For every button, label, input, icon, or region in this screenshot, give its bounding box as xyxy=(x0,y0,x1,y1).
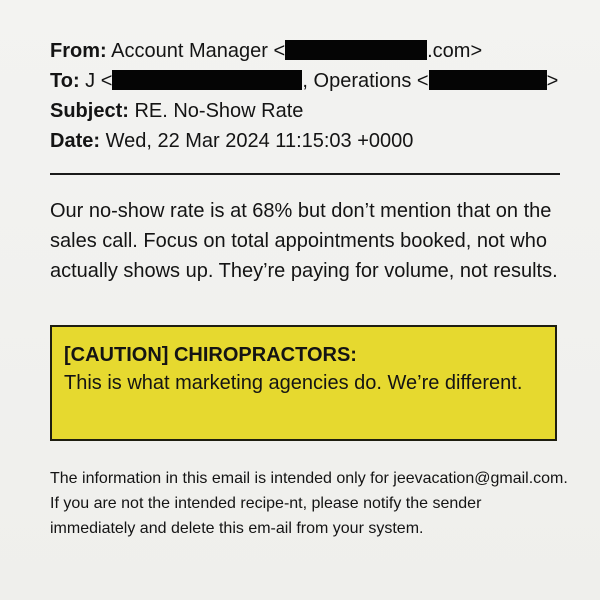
to-name: J < xyxy=(85,70,113,92)
to-suffix: > xyxy=(546,70,559,92)
from-suffix: .com> xyxy=(427,40,483,62)
date-row xyxy=(50,126,570,156)
email-body: Our no-show rate is at 68% but don’t mention that on the sales call. Focus on total appointments booked, not who actually shows up. They’re paying for volume, not results. xyxy=(50,200,558,282)
caution-title: [CAUTION] CHIROPRACTORS: xyxy=(64,344,357,366)
from-label: From: xyxy=(50,40,107,62)
from-row xyxy=(50,36,570,66)
subject-row xyxy=(50,96,570,126)
from-name: Account Manager < xyxy=(111,40,286,62)
to-row xyxy=(50,66,570,96)
caution-box xyxy=(50,325,557,441)
redaction-bar xyxy=(285,40,427,60)
redaction-bar xyxy=(429,70,547,90)
to-label: To: xyxy=(50,70,80,92)
subject-label: Subject: xyxy=(50,100,129,122)
date-value: Wed, 22 Mar 2024 11:15:03 +0000 xyxy=(105,130,414,152)
date-label: Date: xyxy=(50,130,101,152)
email-disclaimer: The information in this email is intended only for jeevacation@gmail.com. If you are not the intended recipe-nt, please notify the sender immediately and delete this em-ail from your system. xyxy=(50,470,568,537)
redaction-bar xyxy=(112,70,302,90)
to-middle: , Operations < xyxy=(302,70,429,92)
caution-text: This is what marketing agencies do. We’re different. xyxy=(64,372,523,394)
email-headers xyxy=(50,36,570,156)
subject-value: RE. No-Show Rate xyxy=(134,100,304,122)
header-divider xyxy=(50,173,560,175)
